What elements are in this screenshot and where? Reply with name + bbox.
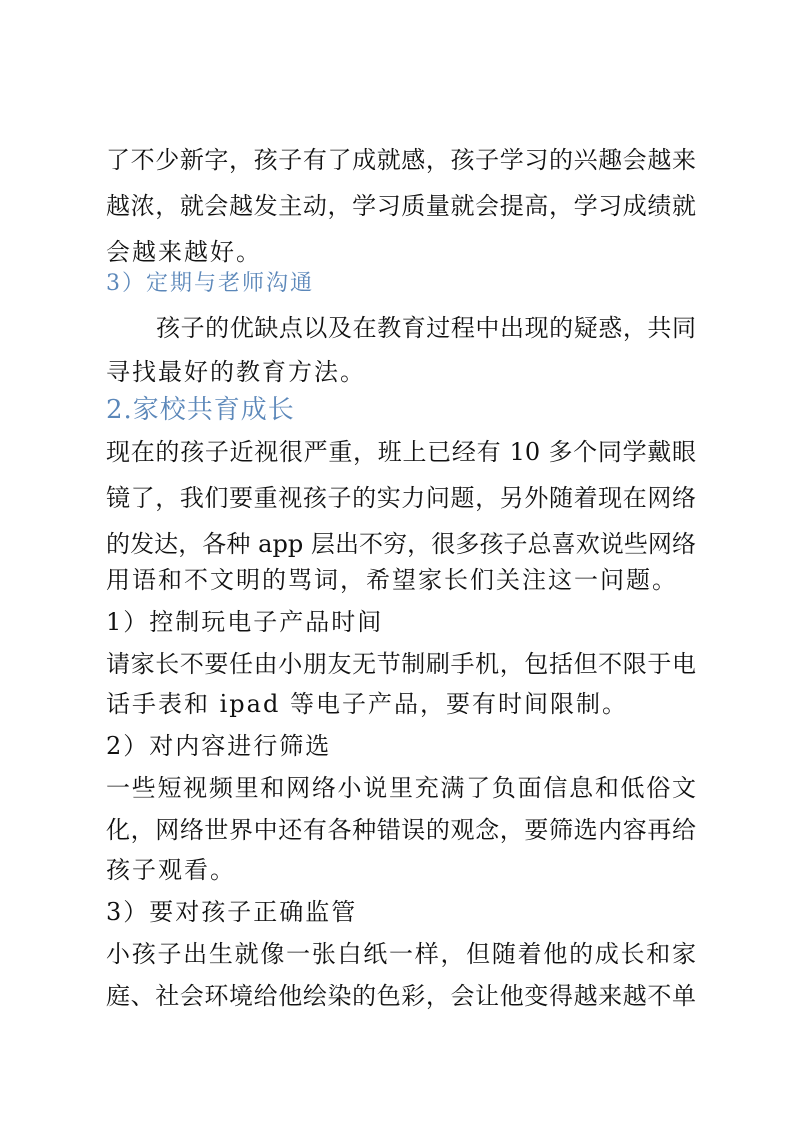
paragraph-line: 了不少新字，孩子有了成就感，孩子学习的兴趣会越来 <box>106 146 696 174</box>
list-heading: 2）对内容进行筛选 <box>106 732 332 760</box>
chapter-heading: 2.家校共育成长 <box>106 395 295 425</box>
paragraph-line: 话手表和 ipad 等电子产品，要有时间限制。 <box>106 690 628 718</box>
paragraph-line: 镜了，我们要重视孩子的实力问题，另外随着现在网络 <box>106 484 696 512</box>
paragraph-line: 请家长不要任由小朋友无节制刷手机，包括但不限于电 <box>106 650 696 678</box>
paragraph-line: 现在的孩子近视很严重，班上已经有 10 多个同学戴眼 <box>106 438 696 466</box>
section-heading: 3）定期与老师沟通 <box>106 271 314 296</box>
paragraph-line: 孩子的优缺点以及在教育过程中出现的疑惑，共同 <box>156 314 696 342</box>
paragraph-line: 一些短视频里和网络小说里充满了负面信息和低俗文 <box>106 774 696 802</box>
paragraph-line: 孩子观看。 <box>106 856 236 884</box>
paragraph-line: 庭、社会环境给他绘染的色彩，会让他变得越来越不单 <box>106 982 696 1010</box>
paragraph-line: 用语和不文明的骂词，希望家长们关注这一问题。 <box>106 566 678 594</box>
list-heading: 1）控制玩电子产品时间 <box>106 608 384 636</box>
list-heading: 3）要对孩子正确监管 <box>106 898 358 926</box>
paragraph-line: 寻找最好的教育方法。 <box>106 358 366 386</box>
paragraph-line: 会越来越好。 <box>106 238 262 266</box>
paragraph-line: 越浓，就会越发主动，学习质量就会提高，学习成绩就 <box>106 192 696 220</box>
paragraph-line: 的发达，各种 app 层出不穷，很多孩子总喜欢说些网络 <box>106 530 696 558</box>
paragraph-line: 小孩子出生就像一张白纸一样，但随着他的成长和家 <box>106 940 696 968</box>
paragraph-line: 化，网络世界中还有各种错误的观念，要筛选内容再给 <box>106 816 696 844</box>
